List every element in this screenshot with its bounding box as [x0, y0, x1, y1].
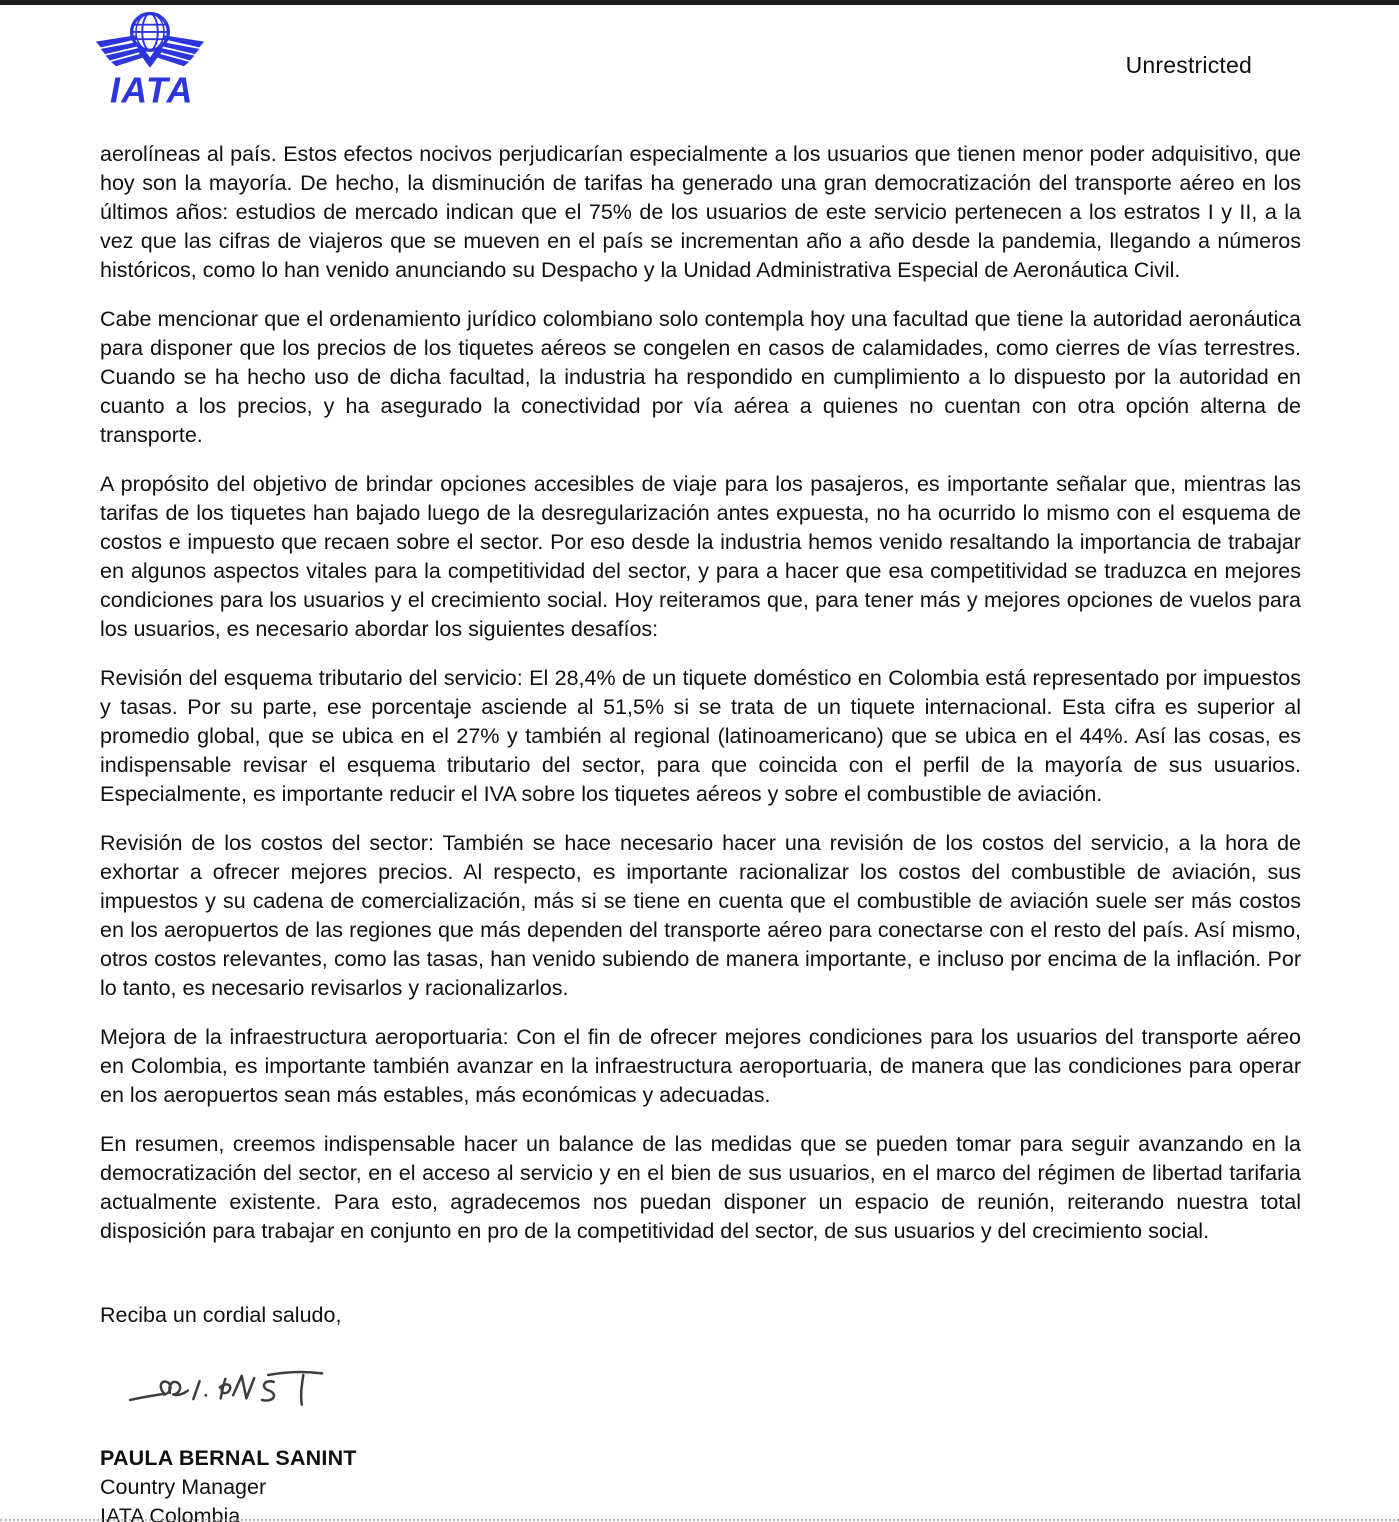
iata-logo-graphic: [92, 8, 208, 110]
classification-label: Unrestricted: [1125, 52, 1252, 78]
paragraph-3: A propósito del objetivo de brindar opciones accesibles de viaje para los pasajeros, es importante señalar que, mientras las tarifas de los tiquetes han bajado luego de la desregularización antes expuesta, no ha ocurrido lo mismo con el esquema de costos e impuesto que recaen sobre el sector. Por eso desde la industria hemos venido resaltando la importancia de trabajar en algunos aspectos vitales para la competitividad del sector, y para a hacer que esa competitividad se traduzca en mejores condiciones para los usuarios y el crecimiento social. Hoy reiteramos que, para tener más y mejores opciones de vuelos para los usuarios, es necesario abordar los siguientes desafíos:: [100, 472, 1301, 641]
iata-logo: [92, 8, 208, 110]
signer-organization: IATA Colombia: [100, 1504, 241, 1522]
iata-logo-text: IATA: [109, 70, 194, 110]
handwritten-signature: [110, 1350, 375, 1428]
window-top-edge: [0, 0, 1399, 5]
paragraph-1: aerolíneas al país. Estos efectos nocivos perjudicarían especialmente a los usuarios que tienen menor poder adquisitivo, que hoy son la mayoría. De hecho, la disminución de tarifas ha generado una gran democratización del transporte aéreo en los últimos años: estudios de mercado indican que el 75% de los usuarios de este servicio pertenecen a los estratos I y II, a la vez que las cifras de viajeros que se mueven en el país se incrementan año a año desde la pandemia, llegando a números históricos, como lo han venido anunciando su Despacho y la Unidad Administrativa Especial de Aeronáutica Civil.: [100, 142, 1301, 282]
chevron-icon: [136, 49, 163, 67]
paragraph-4: Revisión del esquema tributario del servicio: El 28,4% de un tiquete doméstico en Colombia está representado por impuestos y tasas. Por su parte, ese porcentaje asciende al 51,5% si se trata de un tiquete internacional. Esta cifra es superior al promedio global, que se ubica en el 27% y también al regional (latinoamericano) que se ubica en el 44%. Así las cosas, es indispensable revisar el esquema tributario del sector, para que coincida con el perfil de la mayoría de sus usuarios. Especialmente, es importante reducir el IVA sobre los tiquetes aéreos y sobre el combustible de aviación.: [100, 666, 1301, 806]
paragraph-2: Cabe mencionar que el ordenamiento jurídico colombiano solo contempla hoy una facultad que tiene la autoridad aeronáutica para disponer que los precios de los tiquetes aéreos se congelen en casos de calamidades, como cierres de vías terrestres. Cuando se ha hecho uso de dicha facultad, la industria ha respondido en cumplimiento a lo dispuesto por la autoridad en cuanto a los precios, y ha asegurado la conectividad por vía aérea a quienes no cuentan con otra opción alterna de transporte.: [100, 307, 1301, 447]
page-bottom-edge: [0, 1519, 1399, 1521]
paragraph-6: Mejora de la infraestructura aeroportuaria: Con el fin de ofrecer mejores condiciones para los usuarios del transporte aéreo en Colombia, es importante también avanzar en la infraestructura aeroportuaria, de manera que las condiciones para operar en los aeropuertos sean más estables, más económicas y adecuadas.: [100, 1025, 1301, 1107]
letter-body: [100, 140, 1301, 1522]
signer-title: Country Manager: [100, 1475, 267, 1499]
signer-name: PAULA BERNAL SANINT: [100, 1446, 357, 1470]
paragraph-7: En resumen, creemos indispensable hacer un balance de las medidas que se pueden tomar para seguir avanzando en la democratización del sector, en el acceso al servicio y en el bien de sus usuarios, en el marco del régimen de libertad tarifaria actualmente existente. Para esto, agradecemos nos puedan disponer un espacio de reunión, reiterando nuestra total disposición para trabajar en conjunto en pro de la competitividad del sector, de sus usuarios y del crecimiento social.: [100, 1132, 1301, 1243]
closing-salutation: Reciba un cordial saludo,: [100, 1303, 342, 1327]
paragraph-5: Revisión de los costos del sector: También se hace necesario hacer una revisión de los costos del servicio, a la hora de exhortar a ofrecer mejores precios. Al respecto, es importante racionalizar los costos del combustible de aviación, sus impuestos y su cadena de comercialización, más si se tiene en cuenta que el combustible de aviación suele ser más costos en los aeropuertos de las regiones que más dependen del transporte aéreo para conectarse con el resto del país. Así mismo, otros costos relevantes, como las tasas, han venido subiendo de manera importante, e incluso por encima de la inflación. Por lo tanto, es necesario revisarlos y racionalizarlos.: [100, 831, 1301, 1000]
